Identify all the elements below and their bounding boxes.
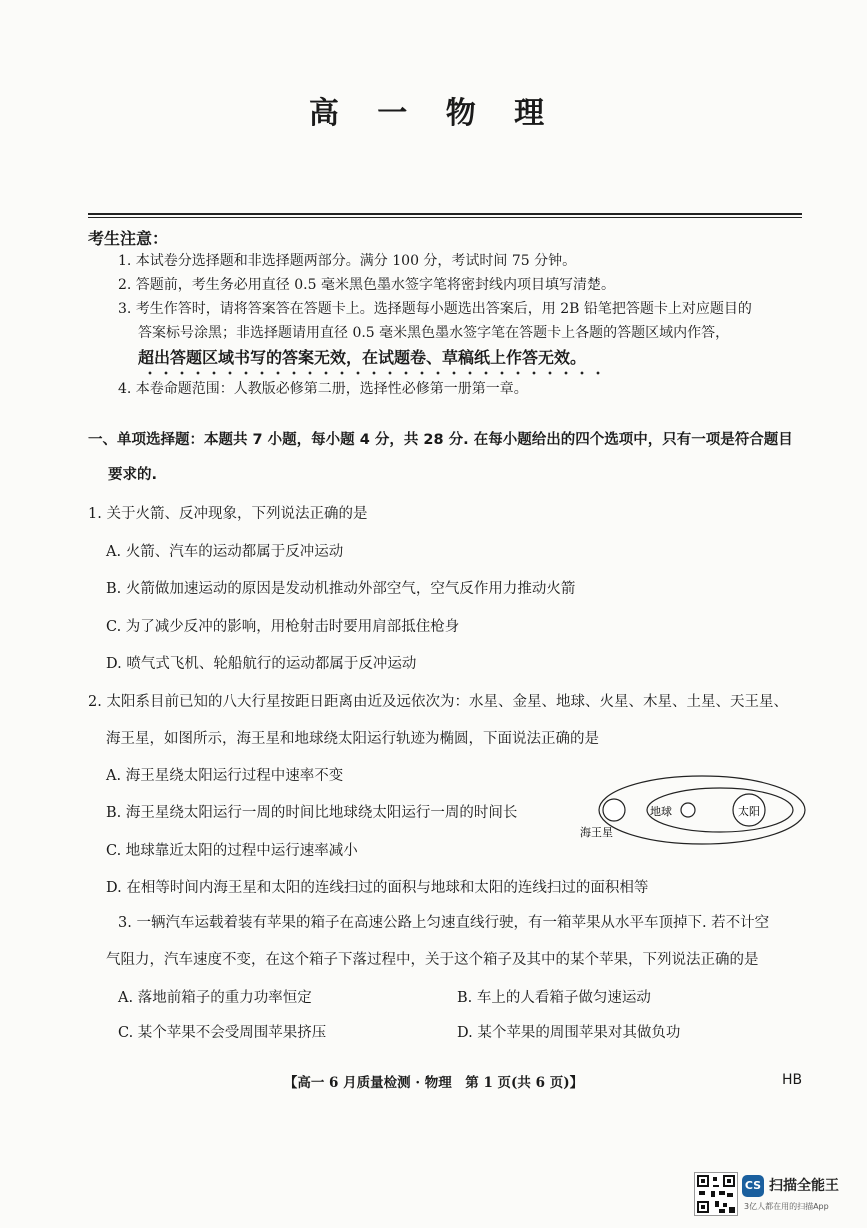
neptune-planet (603, 799, 625, 821)
question-1-option-c: C. 为了减少反冲的影响，用枪射击时要用肩部抵住枪身 (106, 619, 460, 635)
qr-code-icon (694, 1172, 738, 1216)
camscanner-name: 扫描全能王 (769, 1178, 839, 1194)
notice-emphasis: 超出答题区域书写的答案无效，在试题卷、草稿纸上作答无效。 (138, 348, 587, 367)
notice-heading: 考生注意： (88, 229, 169, 248)
question-1-option-d: D. 喷气式飞机、轮船航行的运动都属于反冲运动 (106, 656, 417, 672)
notice-item: 1. 本试卷分选择题和非选择题两部分。满分 100 分，考试时间 75 分钟。 (118, 253, 577, 269)
question-3-stem-cont: 气阻力，汽车速度不变，在这个箱子下落过程中，关于这个箱子及其中的某个苹果，下列说法正确的是 (106, 952, 759, 968)
section-heading-cont: 要求的. (108, 467, 158, 483)
emphasis-dots (142, 371, 612, 375)
camscanner-tagline: 3亿人都在用的扫描App (744, 1202, 829, 1211)
notice-item: 3. 考生作答时，请将答案答在答题卡上。选择题每小题选出答案后，用 2B 铅笔把答题卡上对应题目的 (118, 301, 752, 317)
question-2-stem: 2. 太阳系目前已知的八大行星按距日距离由近及远依次为：水星、金星、地球、火星、木星、土星、天王星、 (88, 694, 788, 710)
question-2-option-b: B. 海王星绕太阳运行一周的时间比地球绕太阳运行一周的时间长 (106, 805, 518, 821)
question-2-stem-cont: 海王星，如图所示，海王星和地球绕太阳运行轨迹为椭圆，下面说法正确的是 (106, 731, 599, 747)
question-2-option-a: A. 海王星绕太阳运行过程中速率不变 (106, 768, 344, 784)
question-1-stem: 1. 关于火箭、反冲现象，下列说法正确的是 (88, 506, 368, 522)
question-1-option-b: B. 火箭做加速运动的原因是发动机推动外部空气，空气反作用力推动火箭 (106, 581, 576, 597)
footer-code: HB (782, 1072, 803, 1088)
earth-label: 地球 (650, 805, 672, 818)
earth-planet (681, 803, 695, 817)
section-heading: 一、单项选择题：本题共 7 小题，每小题 4 分，共 28 分. 在每小题给出的四个选项中，只有一项是符合题目 (88, 432, 793, 448)
notice-item: 答案标号涂黑；非选择题请用直径 0.5 毫米黑色墨水签字笔在答题卡上各题的答题区域内作答， (138, 325, 730, 341)
page-title: 高 一 物 理 (308, 96, 559, 131)
question-2-option-d: D. 在相等时间内海王星和太阳的连线扫过的面积与地球和太阳的连线扫过的面积相等 (106, 880, 649, 896)
neptune-label: 海王星 (580, 826, 613, 839)
question-3-option-a: A. 落地前箱子的重力功率恒定 (118, 990, 312, 1006)
question-3-stem: 3. 一辆汽车运载着装有苹果的箱子在高速公路上匀速直线行驶，有一箱苹果从水平车顶掉下. 若不计空 (118, 915, 770, 931)
question-3-option-d: D. 某个苹果的周围苹果对其做负功 (457, 1025, 681, 1041)
sun-label: 太阳 (738, 805, 760, 818)
question-3-option-b: B. 车上的人看箱子做匀速运动 (457, 990, 651, 1006)
orbit-diagram (578, 760, 808, 850)
question-1-option-a: A. 火箭、汽车的运动都属于反冲运动 (106, 544, 344, 560)
notice-item: 2. 答题前，考生务必用直径 0.5 毫米黑色墨水签字笔将密封线内项目填写清楚。 (118, 277, 615, 293)
page-footer: 【高一 6 月质量检测 · 物理 第 1 页(共 6 页)】 (283, 1075, 584, 1091)
header-rule-thin (88, 217, 802, 218)
neptune-orbit (599, 776, 805, 844)
header-rule (88, 213, 802, 215)
notice-item: 4. 本卷命题范围：人教版必修第二册，选择性必修第一册第一章。 (118, 381, 528, 397)
question-2-option-c: C. 地球靠近太阳的过程中运行速率减小 (106, 843, 358, 859)
question-3-option-c: C. 某个苹果不会受周围苹果挤压 (118, 1025, 327, 1041)
camscanner-logo-icon: CS (742, 1175, 764, 1197)
